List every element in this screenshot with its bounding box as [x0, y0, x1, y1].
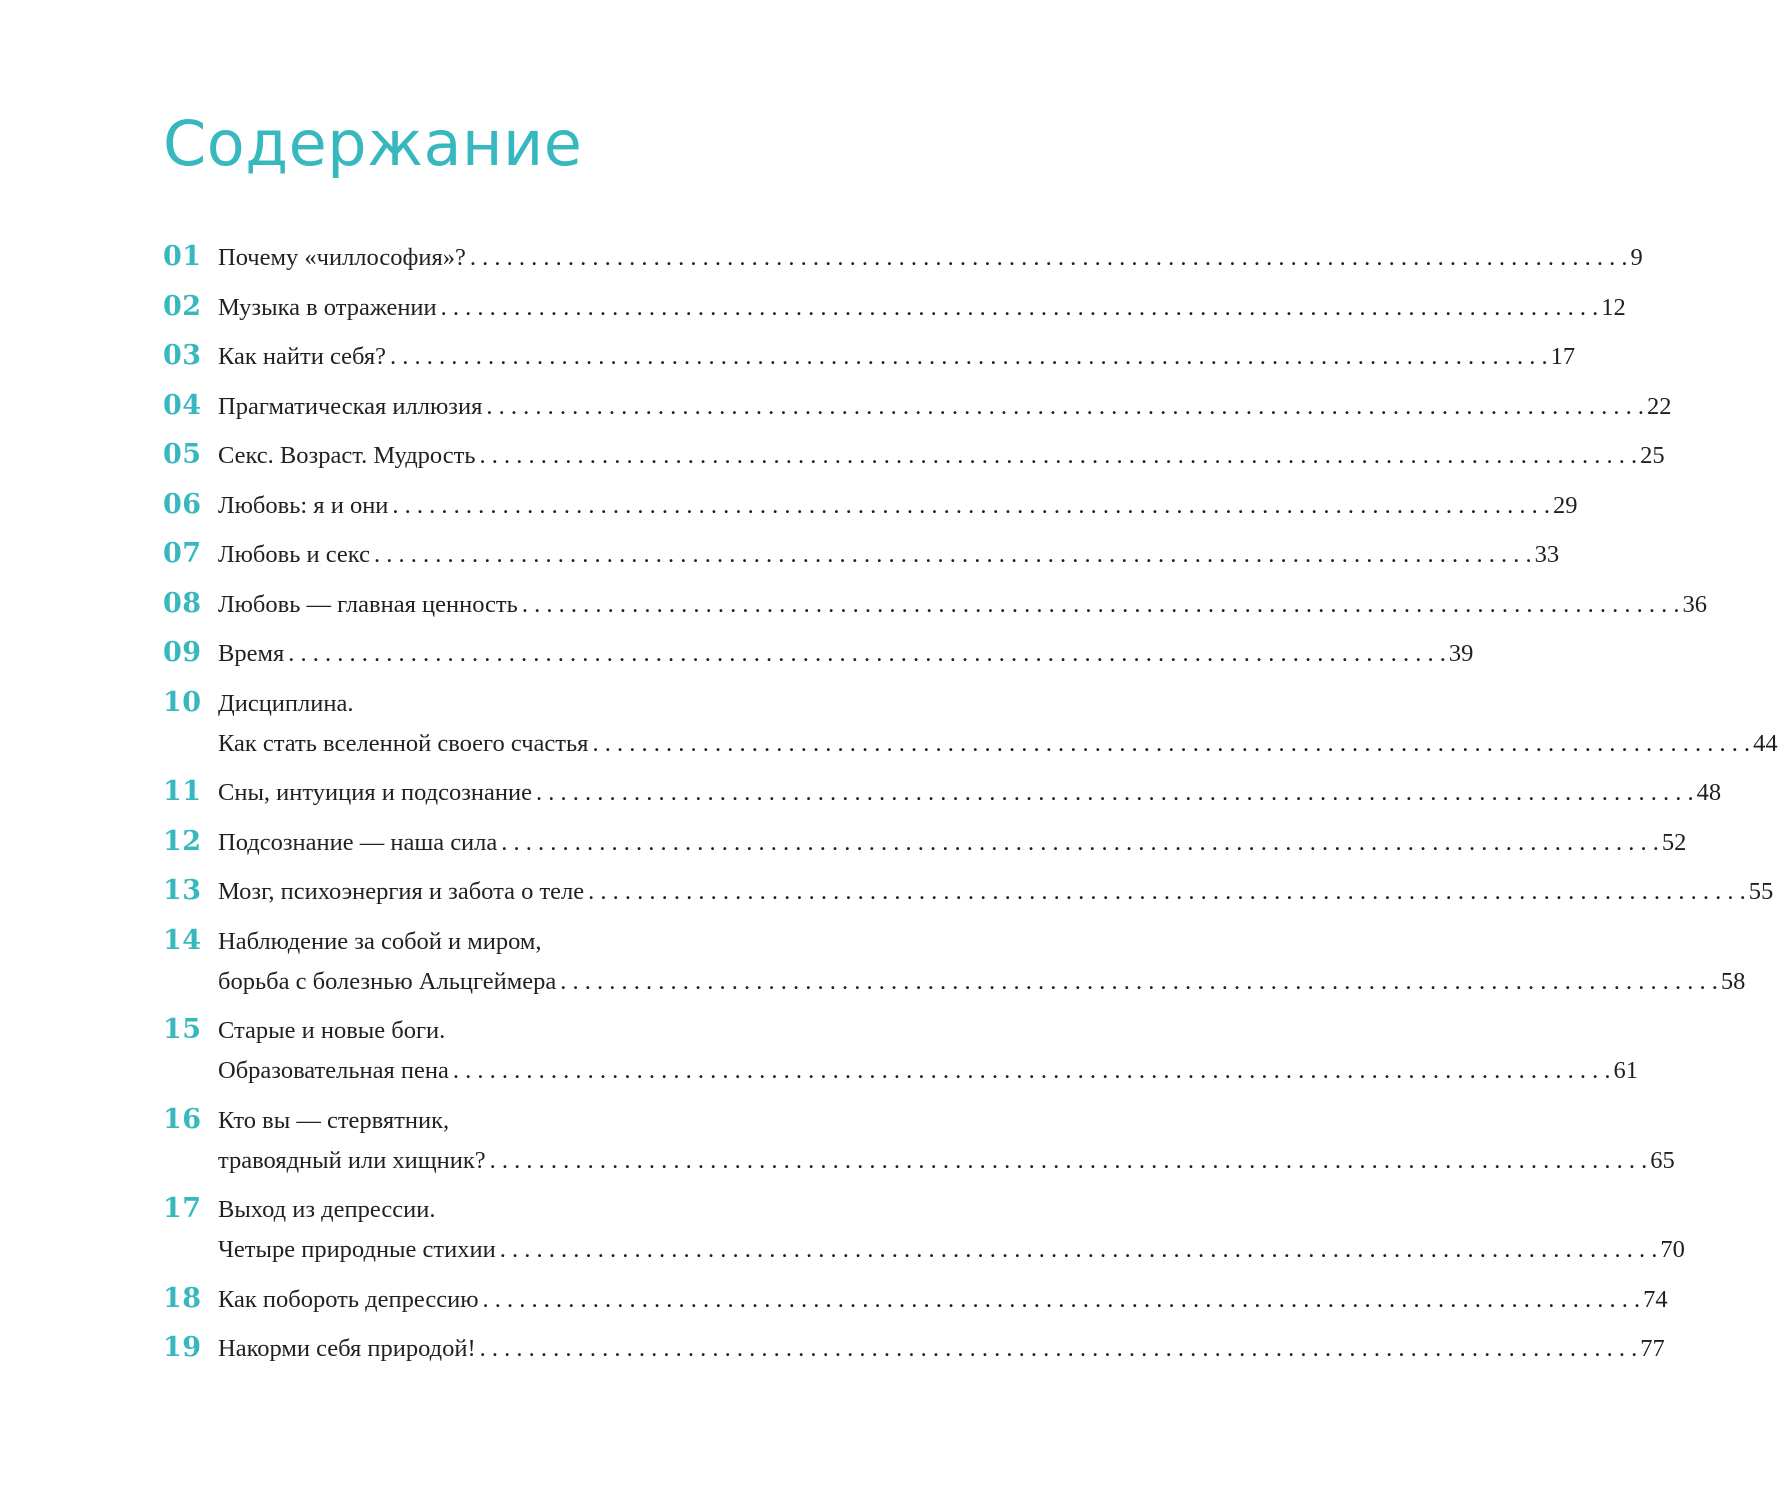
chapter-title-leader-line — [218, 634, 1473, 674]
chapter-entry-body — [218, 872, 1773, 912]
chapter-title-line: Мозг, психоэнергия и забота о теле — [218, 878, 585, 905]
dot-leader — [480, 1329, 1638, 1369]
chapter-title-line: Любовь: я и они — [218, 491, 389, 519]
dot-leader — [392, 486, 1550, 526]
page-number: 52 — [1661, 828, 1687, 856]
toc-entry[interactable] — [163, 288, 1626, 328]
chapter-title-line: Выход из депрессии. — [218, 1196, 436, 1223]
chapter-title-leader-line — [218, 1280, 1668, 1320]
dot-leader — [480, 436, 1638, 476]
chapter-title-leader-line — [218, 585, 1707, 625]
chapter-title-line: травоядный или хищник? — [218, 1146, 486, 1174]
dot-leader — [390, 337, 1548, 377]
toc-entry[interactable] — [163, 1190, 1685, 1270]
chapter-title-leader-line — [218, 387, 1671, 427]
page-number: 29 — [1553, 491, 1578, 519]
chapter-entry-body — [218, 337, 1575, 377]
chapter-title-line: Образовательная пена — [218, 1057, 449, 1084]
chapter-title-line: Старые и новые боги. — [218, 1017, 446, 1044]
toc-entry[interactable] — [163, 1011, 1639, 1091]
chapter-entry-body — [218, 585, 1707, 625]
dot-leader — [500, 1230, 1658, 1270]
chapter-title-line: Подсознание — наша сила — [218, 828, 498, 856]
dot-leader — [288, 634, 1446, 674]
dot-leader — [490, 1141, 1648, 1181]
toc-entry[interactable] — [163, 535, 1560, 575]
toc-entry[interactable] — [163, 486, 1578, 526]
toc-entry[interactable] — [163, 387, 1672, 427]
toc-entry[interactable] — [163, 337, 1576, 377]
page-number: 22 — [1646, 392, 1672, 420]
toc-entry[interactable] — [163, 436, 1665, 476]
chapter-entry-body — [218, 1280, 1668, 1320]
chapter-number: 06 — [163, 488, 202, 520]
chapter-number: 15 — [163, 1014, 202, 1045]
toc-entry[interactable] — [163, 1280, 1668, 1320]
page-number: 61 — [1613, 1057, 1639, 1084]
chapter-title-leader-line — [218, 337, 1575, 377]
chapter-title-leader-line — [218, 962, 1745, 1002]
toc-entry[interactable] — [163, 922, 1746, 1002]
chapter-title-leader-line — [218, 1329, 1665, 1369]
toc-entry[interactable] — [163, 1101, 1675, 1181]
page-number: 70 — [1660, 1236, 1685, 1263]
chapter-title-leader-line — [218, 1051, 1638, 1091]
chapter-title-leader-line — [218, 773, 1721, 813]
chapter-title-line: Четыре природные стихии — [218, 1236, 496, 1263]
page-number: 12 — [1601, 293, 1626, 321]
chapter-title-line: борьба с болезнью Альцгеймера — [218, 967, 557, 995]
chapter-number: 04 — [163, 389, 202, 421]
chapter-title-leader-line — [218, 486, 1578, 526]
page-number: 55 — [1748, 878, 1774, 905]
chapter-title-leader-line — [218, 288, 1626, 328]
chapter-entry-body — [218, 288, 1626, 328]
toc-entry[interactable] — [163, 634, 1474, 674]
dot-leader — [592, 724, 1750, 764]
chapter-title-line: Дисциплина. — [218, 689, 354, 717]
chapter-title-line: Как стать вселенной своего счастья — [218, 729, 589, 757]
page-number: 44 — [1753, 729, 1778, 757]
chapter-number: 18 — [163, 1282, 202, 1314]
chapter-entry-body — [218, 773, 1721, 813]
chapter-title-line: Как найти себя? — [218, 343, 387, 370]
chapter-entry-body — [218, 1101, 1675, 1181]
dot-leader — [536, 773, 1694, 813]
chapter-entry-body — [218, 535, 1559, 575]
chapter-title-line: Почему «чиллософия»? — [218, 244, 466, 271]
chapter-title-leader-line — [218, 1230, 1685, 1270]
dot-leader — [453, 1051, 1611, 1091]
chapter-title-leader-line — [218, 238, 1643, 278]
page-number: 36 — [1682, 590, 1707, 618]
chapter-entry-body — [218, 1190, 1685, 1270]
chapter-entry-body — [218, 486, 1578, 526]
chapter-title-line: Как побороть депрессию — [218, 1285, 479, 1313]
toc-entry[interactable] — [163, 823, 1687, 863]
chapter-title-line: Любовь и секс — [218, 541, 370, 568]
chapter-title-leader-line — [218, 823, 1686, 863]
page-number: 74 — [1643, 1285, 1668, 1313]
chapter-entry-body — [218, 238, 1643, 278]
dot-leader — [470, 238, 1628, 278]
toc-entry[interactable] — [163, 1329, 1665, 1369]
toc-entry[interactable] — [163, 773, 1722, 813]
toc-entry[interactable] — [163, 585, 1707, 625]
dot-leader — [560, 962, 1718, 1002]
chapter-number: 17 — [163, 1193, 202, 1224]
page-number: 33 — [1534, 541, 1560, 568]
chapter-title-line: Кто вы — стервятник, — [218, 1106, 450, 1134]
chapter-number: 13 — [163, 875, 202, 906]
chapter-number: 11 — [163, 776, 202, 807]
dot-leader — [374, 535, 1532, 575]
chapter-number: 19 — [163, 1332, 202, 1363]
page-number: 17 — [1550, 343, 1576, 370]
chapter-entry-body — [218, 823, 1686, 863]
chapter-number: 05 — [163, 439, 202, 470]
chapter-number: 10 — [163, 686, 202, 718]
table-of-contents — [163, 238, 1778, 1379]
chapter-title-line: Любовь — главная ценность — [218, 590, 518, 618]
page-number: 48 — [1696, 779, 1722, 806]
dot-leader — [486, 387, 1644, 427]
chapter-number: 01 — [163, 241, 202, 272]
page-number: 65 — [1650, 1146, 1675, 1174]
dot-leader — [522, 585, 1680, 625]
page-number: 58 — [1720, 967, 1746, 995]
page-number: 25 — [1640, 442, 1665, 469]
chapter-entry-body — [218, 684, 1778, 764]
chapter-title-line: Сны, интуиция и подсознание — [218, 779, 532, 806]
chapter-number: 08 — [163, 587, 202, 619]
toc-entry[interactable] — [163, 238, 1643, 278]
chapter-title-line: Музыка в отражении — [218, 293, 437, 321]
chapter-title-leader-line — [218, 724, 1778, 764]
chapter-entry-body — [218, 1329, 1665, 1369]
chapter-number: 07 — [163, 538, 202, 569]
chapter-title-leader-line — [218, 535, 1559, 575]
chapter-title-leader-line — [218, 872, 1773, 912]
chapter-title-line: Наблюдение за собой и миром, — [218, 927, 542, 955]
chapter-entry-body — [218, 634, 1473, 674]
page-number: 77 — [1640, 1335, 1665, 1362]
chapter-title-leader-line — [218, 436, 1665, 476]
dot-leader — [501, 823, 1659, 863]
page-title: Содержание — [163, 107, 583, 180]
toc-entry[interactable] — [163, 684, 1778, 764]
dot-leader — [441, 288, 1599, 328]
chapter-entry-body — [218, 387, 1671, 427]
chapter-title-line: Секс. Возраст. Мудрость — [218, 442, 476, 469]
chapter-number: 03 — [163, 340, 202, 371]
chapter-number: 09 — [163, 637, 202, 668]
chapter-title-leader-line — [218, 1141, 1675, 1181]
chapter-number: 16 — [163, 1103, 202, 1135]
page-number: 9 — [1630, 244, 1643, 271]
chapter-entry-body — [218, 1011, 1638, 1091]
chapter-title-line: Время — [218, 640, 285, 667]
toc-entry[interactable] — [163, 872, 1774, 912]
chapter-title-line: Прагматическая иллюзия — [218, 392, 483, 420]
chapter-entry-body — [218, 922, 1745, 1002]
page-number: 39 — [1448, 640, 1474, 667]
chapter-number: 12 — [163, 825, 202, 857]
dot-leader — [483, 1280, 1641, 1320]
chapter-number: 14 — [163, 924, 202, 956]
dot-leader — [588, 872, 1746, 912]
chapter-entry-body — [218, 436, 1665, 476]
chapter-number: 02 — [163, 290, 202, 322]
chapter-title-line: Накорми себя природой! — [218, 1335, 476, 1362]
